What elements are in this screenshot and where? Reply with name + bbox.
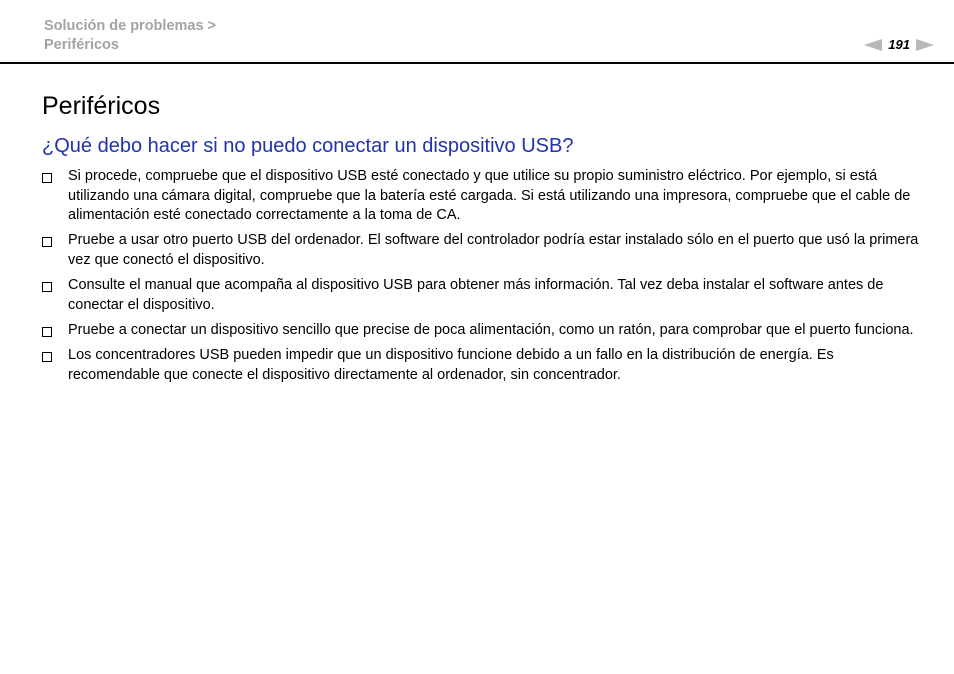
breadcrumb-current: Periféricos bbox=[44, 37, 119, 53]
breadcrumb-parent-link[interactable]: Solución de problemas > bbox=[44, 18, 217, 34]
page-navigation bbox=[864, 37, 934, 52]
list-item-text: Los concentradores USB pueden impedir que un dispositivo funcione debido a un fallo en la distribución de energía. Es recomendable que conecte el dispositivo directamente al ordenador, sin concentrador. bbox=[68, 347, 834, 383]
previous-page-arrow-icon[interactable] bbox=[864, 39, 882, 51]
checkbox-bullet-icon bbox=[42, 282, 52, 292]
list-item-text: Si procede, compruebe que el dispositivo USB esté conectado y que utilice su propio suministro eléctrico. Por ejemplo, si está utilizando una cámara digital, compruebe que la batería esté cargada. Si está utilizando una impresora, compruebe que el cable de alimentación esté conectado correctamente a la toma de CA. bbox=[68, 168, 911, 224]
checkbox-bullet-icon bbox=[42, 352, 52, 362]
list-item-text: Pruebe a conectar un dispositivo sencillo que precise de poca alimentación, como un ratón, para comprobar que el puerto funciona. bbox=[68, 321, 914, 338]
checkbox-bullet-icon bbox=[42, 173, 52, 183]
section-question-heading: ¿Qué debo hacer si no puedo conectar un dispositivo USB? bbox=[42, 135, 574, 157]
header-divider bbox=[0, 62, 954, 64]
list-item bbox=[42, 321, 922, 341]
page-title: Periféricos bbox=[42, 92, 161, 120]
next-page-arrow-icon[interactable] bbox=[916, 39, 934, 51]
breadcrumb bbox=[44, 17, 216, 55]
list-item bbox=[42, 276, 922, 315]
checkbox-bullet-icon bbox=[42, 237, 52, 247]
list-item bbox=[42, 231, 922, 270]
list-item-text: Consulte el manual que acompaña al dispositivo USB para obtener más información. Tal vez deba instalar el software antes de conectar el dispositivo. bbox=[68, 277, 884, 313]
list-item bbox=[42, 167, 922, 226]
list-item bbox=[42, 346, 922, 385]
checkbox-bullet-icon bbox=[42, 327, 52, 337]
page-number: 191 bbox=[888, 37, 910, 52]
troubleshooting-list bbox=[42, 167, 922, 391]
list-item-text: Pruebe a usar otro puerto USB del ordenador. El software del controlador podría estar instalado sólo en el puerto que usó la primera vez que conectó el dispositivo. bbox=[68, 232, 919, 268]
